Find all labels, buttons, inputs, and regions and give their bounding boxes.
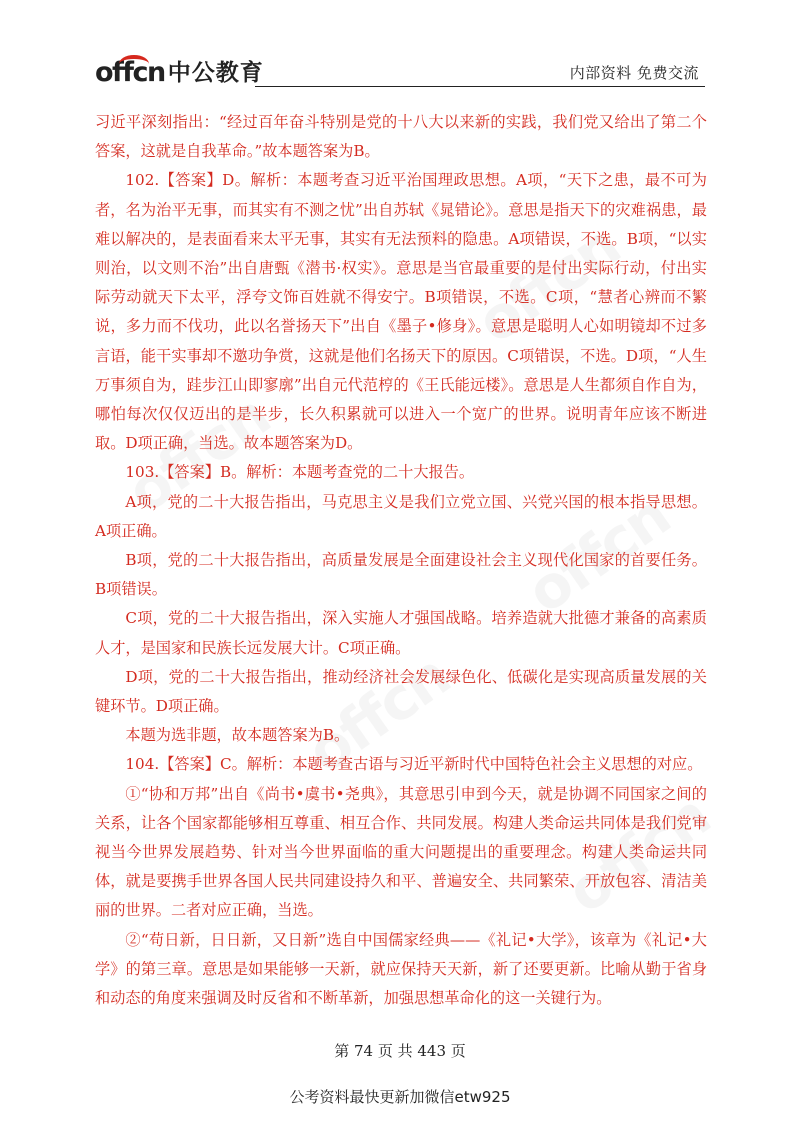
paragraph: 104.【答案】C。解析：本题考查古语与习近平新时代中国特色社会主义思想的对应。 <box>125 755 703 774</box>
paragraph: 102.【答案】D。解析：本题考查习近平治国理政思想。A项，“天下之患，最不可为者，名为治平无事，而其实有不测之忧”出自苏轼《晁错论》。意思是指天下的灾难祸患，最难以解决的，是表面看来太平无事，其实有无法预料的隐患。A项错误，不选。B项，“以实则治，以文则不治”出自唐甄《潜书·权实》。意思是当官最重要的是付出实际行动，付出实际劳动就天下太平，浮夸文饰百姓就不得安宁。B项错误，不选。C项，“慧者心辨而不繁说，多力而不伐功，此以名誉扬天下”出自《墨子•修身》。意思是聪明人心如明镜却不过多言语，能干实事却不邀功争赏，这就是他们名扬天下的原因。C项错误，不选。D项，“人生万事须自为，跬步江山即寥廓”出自元代范梈的《王氏能远楼》。意思是人生都须自作自为，哪怕每次仅仅迈出的是半步，长久积累就可以进入一个宽广的世界。说明青年应该不断进取。D项正确，当选。故本题答案为D。 <box>95 171 707 453</box>
paragraph: A项，党的二十大报告指出，马克思主义是我们立党立国、兴党兴国的根本指导思想。A项正确。 <box>95 492 707 540</box>
paragraph: ②“苟日新，日日新，又日新”选自中国儒家经典——《礼记•大学》，该章为《礼记•大学》的第三章。意思是如果能够一天新，就应保持天天新，新了还要更新。比喻从勤于省身和动态的角度来强调及时反省和不断革新，加强思想革命化的这一关键行为。 <box>95 930 707 1008</box>
logo-chinese: 中公教育 <box>167 60 264 86</box>
footer-note: 公考资料最快更新加微信etw925 <box>289 1088 511 1106</box>
paragraph: 103.【答案】B。解析：本题考查党的二十大报告。 <box>125 463 475 482</box>
offcn-logo <box>95 58 264 88</box>
page-number: 第 74 页 共 443 页 <box>334 1042 466 1060</box>
paragraph: 习近平深刻指出：“经过百年奋斗特别是党的十八大以来新的实践，我们党又给出了第二个答案，这就是自我革命。”故本题答案为B。 <box>95 113 707 161</box>
paragraph: B项，党的二十大报告指出，高质量发展是全面建设社会主义现代化国家的首要任务。B项错误。 <box>95 551 707 599</box>
header-rule <box>255 86 705 87</box>
paragraph: 本题为选非题，故本题答案为B。 <box>125 726 350 745</box>
logo-arc-icon <box>119 55 149 73</box>
header-tagline: 内部资料 免费交流 <box>569 64 699 82</box>
paragraph: C项，党的二十大报告指出，深入实施人才强国战略。培养造就大批德才兼备的高素质人才，是国家和民族长远发展大计。C项正确。 <box>95 609 707 657</box>
paragraph: D项，党的二十大报告指出，推动经济社会发展绿色化、低碳化是实现高质量发展的关键环节。D项正确。 <box>95 667 707 716</box>
paragraph: ①“协和万邦”出自《尚书•虞书•尧典》，其意思引申到今天，就是协调不同国家之间的关系，让各个国家都能够相互尊重、相互合作、共同发展。构建人类命运共同体是我们党审视当今世界发展趋势、针对当今世界面临的重大问题提出的重要理念。构建人类命运共同体，就是要携手世界各国人民共同建设持久和平、普遍安全、共同繁荣、开放包容、清洁美丽的世界。二者对应正确，当选。 <box>95 784 707 920</box>
logo-english: offcn <box>95 57 165 88</box>
page-header <box>95 56 705 92</box>
document-body <box>95 108 707 1013</box>
